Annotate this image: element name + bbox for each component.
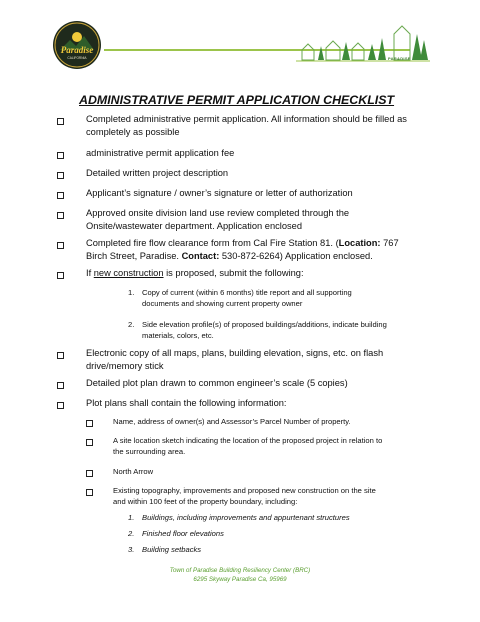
list-number: 2. [128, 320, 135, 329]
list-number: 3. [128, 545, 135, 554]
list-item: Name, address of owner(s) and Assessor’s Parcel Number of property. [113, 417, 351, 426]
checkbox-project-description[interactable] [57, 172, 64, 179]
list-item: A site location sketch indicating the location of the proposed project in relation to the surrounding area. [113, 436, 383, 456]
checklist-item: Electronic copy of all maps, plans, building elevation, signs, etc. on flash drive/memory stick [86, 348, 384, 371]
checkbox-new-construction[interactable] [57, 272, 64, 279]
checklist-item: Applicant’s signature / owner’s signature or letter of authorization [86, 188, 353, 198]
item-line: completely as possible [86, 127, 180, 137]
item-line: Birch Street, Paradise. Contact: 530-872-6264) Application enclosed. [86, 251, 373, 261]
list-item: Building setbacks [142, 545, 202, 554]
list-item: Buildings, including improvements and appurtenant structures [142, 513, 350, 522]
page-title: ADMINISTRATIVE PERMIT APPLICATION CHECKLIST [79, 93, 395, 107]
list-number: 1. [128, 513, 135, 522]
rebuild-paradise-wordmark: PARADISE [388, 56, 411, 61]
checklist-item [86, 207, 349, 233]
list-item: Side elevation profile(s) of proposed buildings/additions, indicate building materials, colors, etc. [142, 320, 387, 340]
item-line: Onsite/wastewater department. Application enclosed [86, 221, 303, 231]
checkbox-completed-application[interactable] [57, 118, 64, 125]
svg-text:CALIFORNIA: CALIFORNIA [67, 56, 87, 60]
checkbox-application-fee[interactable] [57, 152, 64, 159]
item-line: Completed fire flow clearance form from Cal Fire Station 81. (Location: 767 [86, 238, 399, 248]
list-number: 1. [128, 288, 135, 297]
footer-address: 6295 Skyway Paradise Ca, 95969 [193, 576, 287, 583]
footer-org: Town of Paradise Building Resiliency Center (BRC) [169, 567, 311, 574]
list-item: Copy of current (within 6 months) title report and all supporting documents and showing current property owner [142, 288, 352, 308]
checkbox-site-location-sketch[interactable] [86, 439, 93, 446]
checklist-item: Plot plans shall contain the following information: [86, 398, 287, 408]
svg-text:Paradise: Paradise [60, 45, 94, 55]
list-item: Finished floor elevations [142, 529, 224, 538]
checkbox-signature[interactable] [57, 192, 64, 199]
list-item: Existing topography, improvements and proposed new construction on the site and within 100 feet of the property boundary, including: [113, 486, 376, 506]
checkbox-plot-plan[interactable] [57, 382, 64, 389]
checkbox-onsite-review[interactable] [57, 212, 64, 219]
checklist-item [86, 113, 407, 139]
checklist-item: administrative permit application fee [86, 148, 235, 158]
item-line: Completed administrative permit application. All information should be filled as [86, 114, 407, 124]
checkbox-plot-plan-info[interactable] [57, 402, 64, 409]
list-item: North Arrow [113, 467, 154, 476]
checklist-item: Detailed written project description [86, 168, 229, 178]
checkbox-north-arrow[interactable] [86, 470, 93, 477]
checklist-item [86, 237, 399, 263]
checkbox-owner-name-address[interactable] [86, 420, 93, 427]
checkbox-fire-flow[interactable] [57, 242, 64, 249]
checkbox-existing-topography[interactable] [86, 489, 93, 496]
town-of-paradise-logo [52, 20, 102, 70]
checklist-item: Detailed plot plan drawn to common engineer’s scale (5 copies) [86, 378, 348, 388]
checklist-item: If new construction is proposed, submit the following: [86, 268, 304, 278]
checkbox-electronic-copy[interactable] [57, 352, 64, 359]
item-line: Approved onsite division land use review completed through the [86, 208, 350, 218]
list-number: 2. [128, 529, 135, 538]
